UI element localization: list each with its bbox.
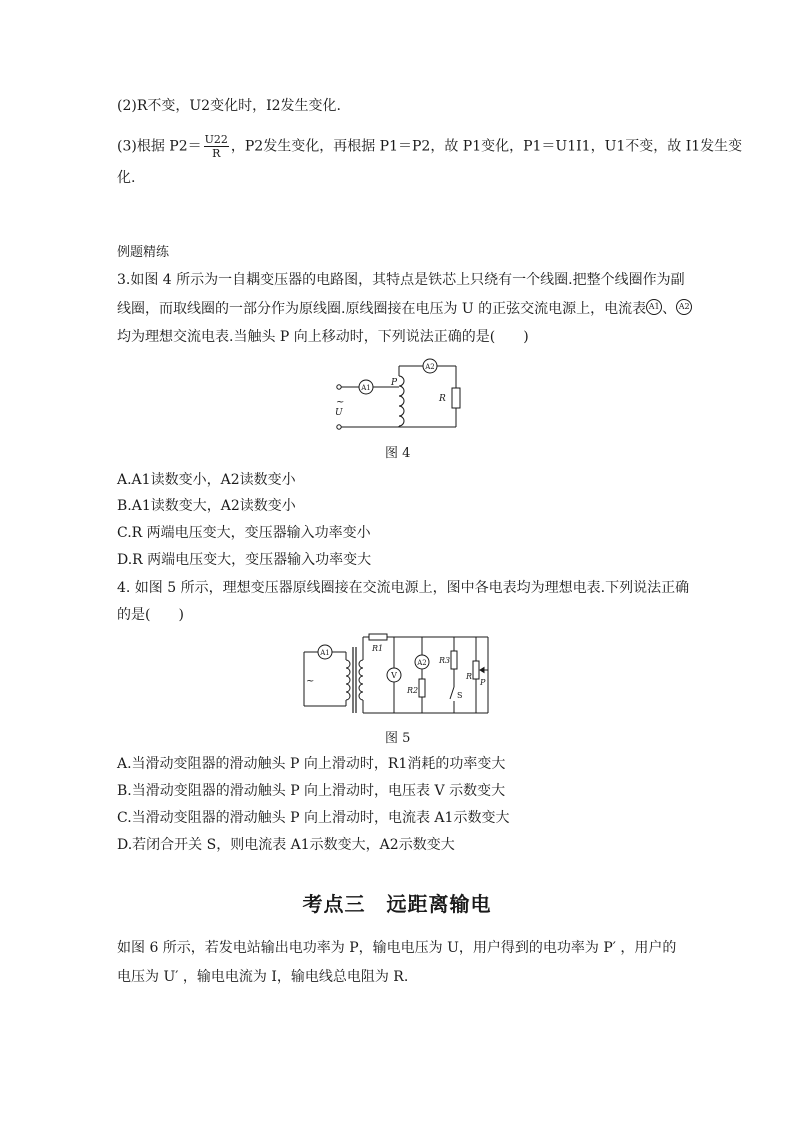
example-header: 例题精练	[117, 245, 170, 260]
q4-option-d: D.若闭合开关 S，则电流表 A1示数变大，A2示数变大	[117, 837, 455, 853]
analysis-line-2: (2)R不变，U2变化时，I2发生变化.	[117, 98, 341, 114]
fig5-tilde-label: ~	[306, 676, 315, 687]
fig5-a2-label: A2	[417, 659, 427, 667]
analysis-line-3-prefix: (3)根据 P2＝	[117, 138, 202, 155]
fig4-a1-label: A1	[361, 384, 371, 392]
rheostat	[473, 661, 479, 679]
analysis-line-3	[117, 133, 742, 160]
fig5-r1-label: R1	[372, 644, 384, 653]
resistor-r3	[451, 651, 457, 669]
q4-line-1: 4. 如图 5 所示，理想变压器原线圈接在交流电源上，图中各电表均为理想电表.下列说法正确	[117, 580, 690, 596]
q3-option-a: A.A1读数变小，A2读数变小	[117, 472, 296, 488]
formula-fraction	[204, 133, 229, 160]
fig4-a2-label: A2	[425, 363, 435, 371]
fig4-r-label: R	[439, 394, 446, 404]
figure-4-caption: 图 4	[385, 446, 411, 461]
q3-line-2	[117, 299, 692, 319]
figure-5-caption: 图 5	[385, 731, 411, 746]
q3-line-2-text: 线圈，而取线圈的一部分作为原线圈.原线圈接在电压为 U 的正弦交流电源上，电流表	[117, 301, 647, 317]
q3-option-b: B.A1读数变大，A2读数变小	[117, 498, 296, 514]
fig4-p-label: P	[391, 378, 398, 388]
q3-option-c: C.R 两端电压变大，变压器输入功率变小	[117, 525, 371, 541]
section3-para-line-1: 如图 6 所示，若发电站输出电功率为 P，输电电压为 U，用户得到的电功率为 P′ ，用户的	[117, 940, 677, 956]
figure-4-circuit	[332, 354, 472, 434]
q4-option-b: B.当滑动变阻器的滑动触头 P 向上滑动时，电压表 V 示数变大	[117, 783, 506, 799]
q4-option-a: A.当滑动变阻器的滑动触头 P 向上滑动时，R1消耗的功率变大	[117, 756, 506, 772]
fig5-a1-label: A1	[320, 649, 330, 657]
resistor-r2	[419, 679, 425, 697]
fraction-denominator: R	[212, 147, 221, 160]
fig4-tilde-label: ~	[336, 397, 345, 408]
fig5-v-label: V	[391, 671, 397, 680]
fig4-u-label: U	[335, 408, 343, 418]
fig5-r-label: R	[466, 672, 473, 681]
figure-5-circuit	[300, 633, 500, 717]
q3-line-2-sep: 、	[662, 301, 677, 317]
resistor-r	[452, 388, 460, 408]
resistor-r1	[369, 634, 387, 640]
fraction-numerator: U22	[204, 133, 228, 146]
q4-line-2: 的是( )	[117, 607, 184, 623]
q4-option-c: C.当滑动变阻器的滑动触头 P 向上滑动时，电流表 A1示数变大	[117, 810, 510, 826]
ammeter-a2-icon: A2	[676, 299, 692, 315]
section3-para-line-2: 电压为 U′ ，输电电流为 I，输电线总电阻为 R.	[117, 969, 409, 985]
fig5-r3-label: R3	[439, 656, 451, 665]
q3-option-d: D.R 两端电压变大，变压器输入功率变大	[117, 552, 372, 568]
ammeter-a1-icon: A1	[646, 299, 662, 315]
fig5-s-label: S	[457, 691, 463, 700]
switch-s	[450, 687, 454, 699]
analysis-line-3-cont: 化.	[117, 170, 136, 186]
fig5-p-label: P	[480, 678, 486, 687]
q3-line-3: 均为理想交流电表.当触头 P 向上移动时，下列说法正确的是( )	[117, 329, 529, 345]
fig5-r2-label: R2	[407, 686, 419, 695]
analysis-line-3-suffix: ，P2发生变化，再根据 P1＝P2，故 P1变化，P1＝U1I1，U1不变，故 I1发生变	[230, 138, 743, 155]
q3-line-1: 3.如图 4 所示为一自耦变压器的电路图，其特点是铁芯上只绕有一个线圈.把整个线圈作为副	[117, 272, 685, 288]
section-title: 考点三 远距离输电	[302, 892, 492, 916]
